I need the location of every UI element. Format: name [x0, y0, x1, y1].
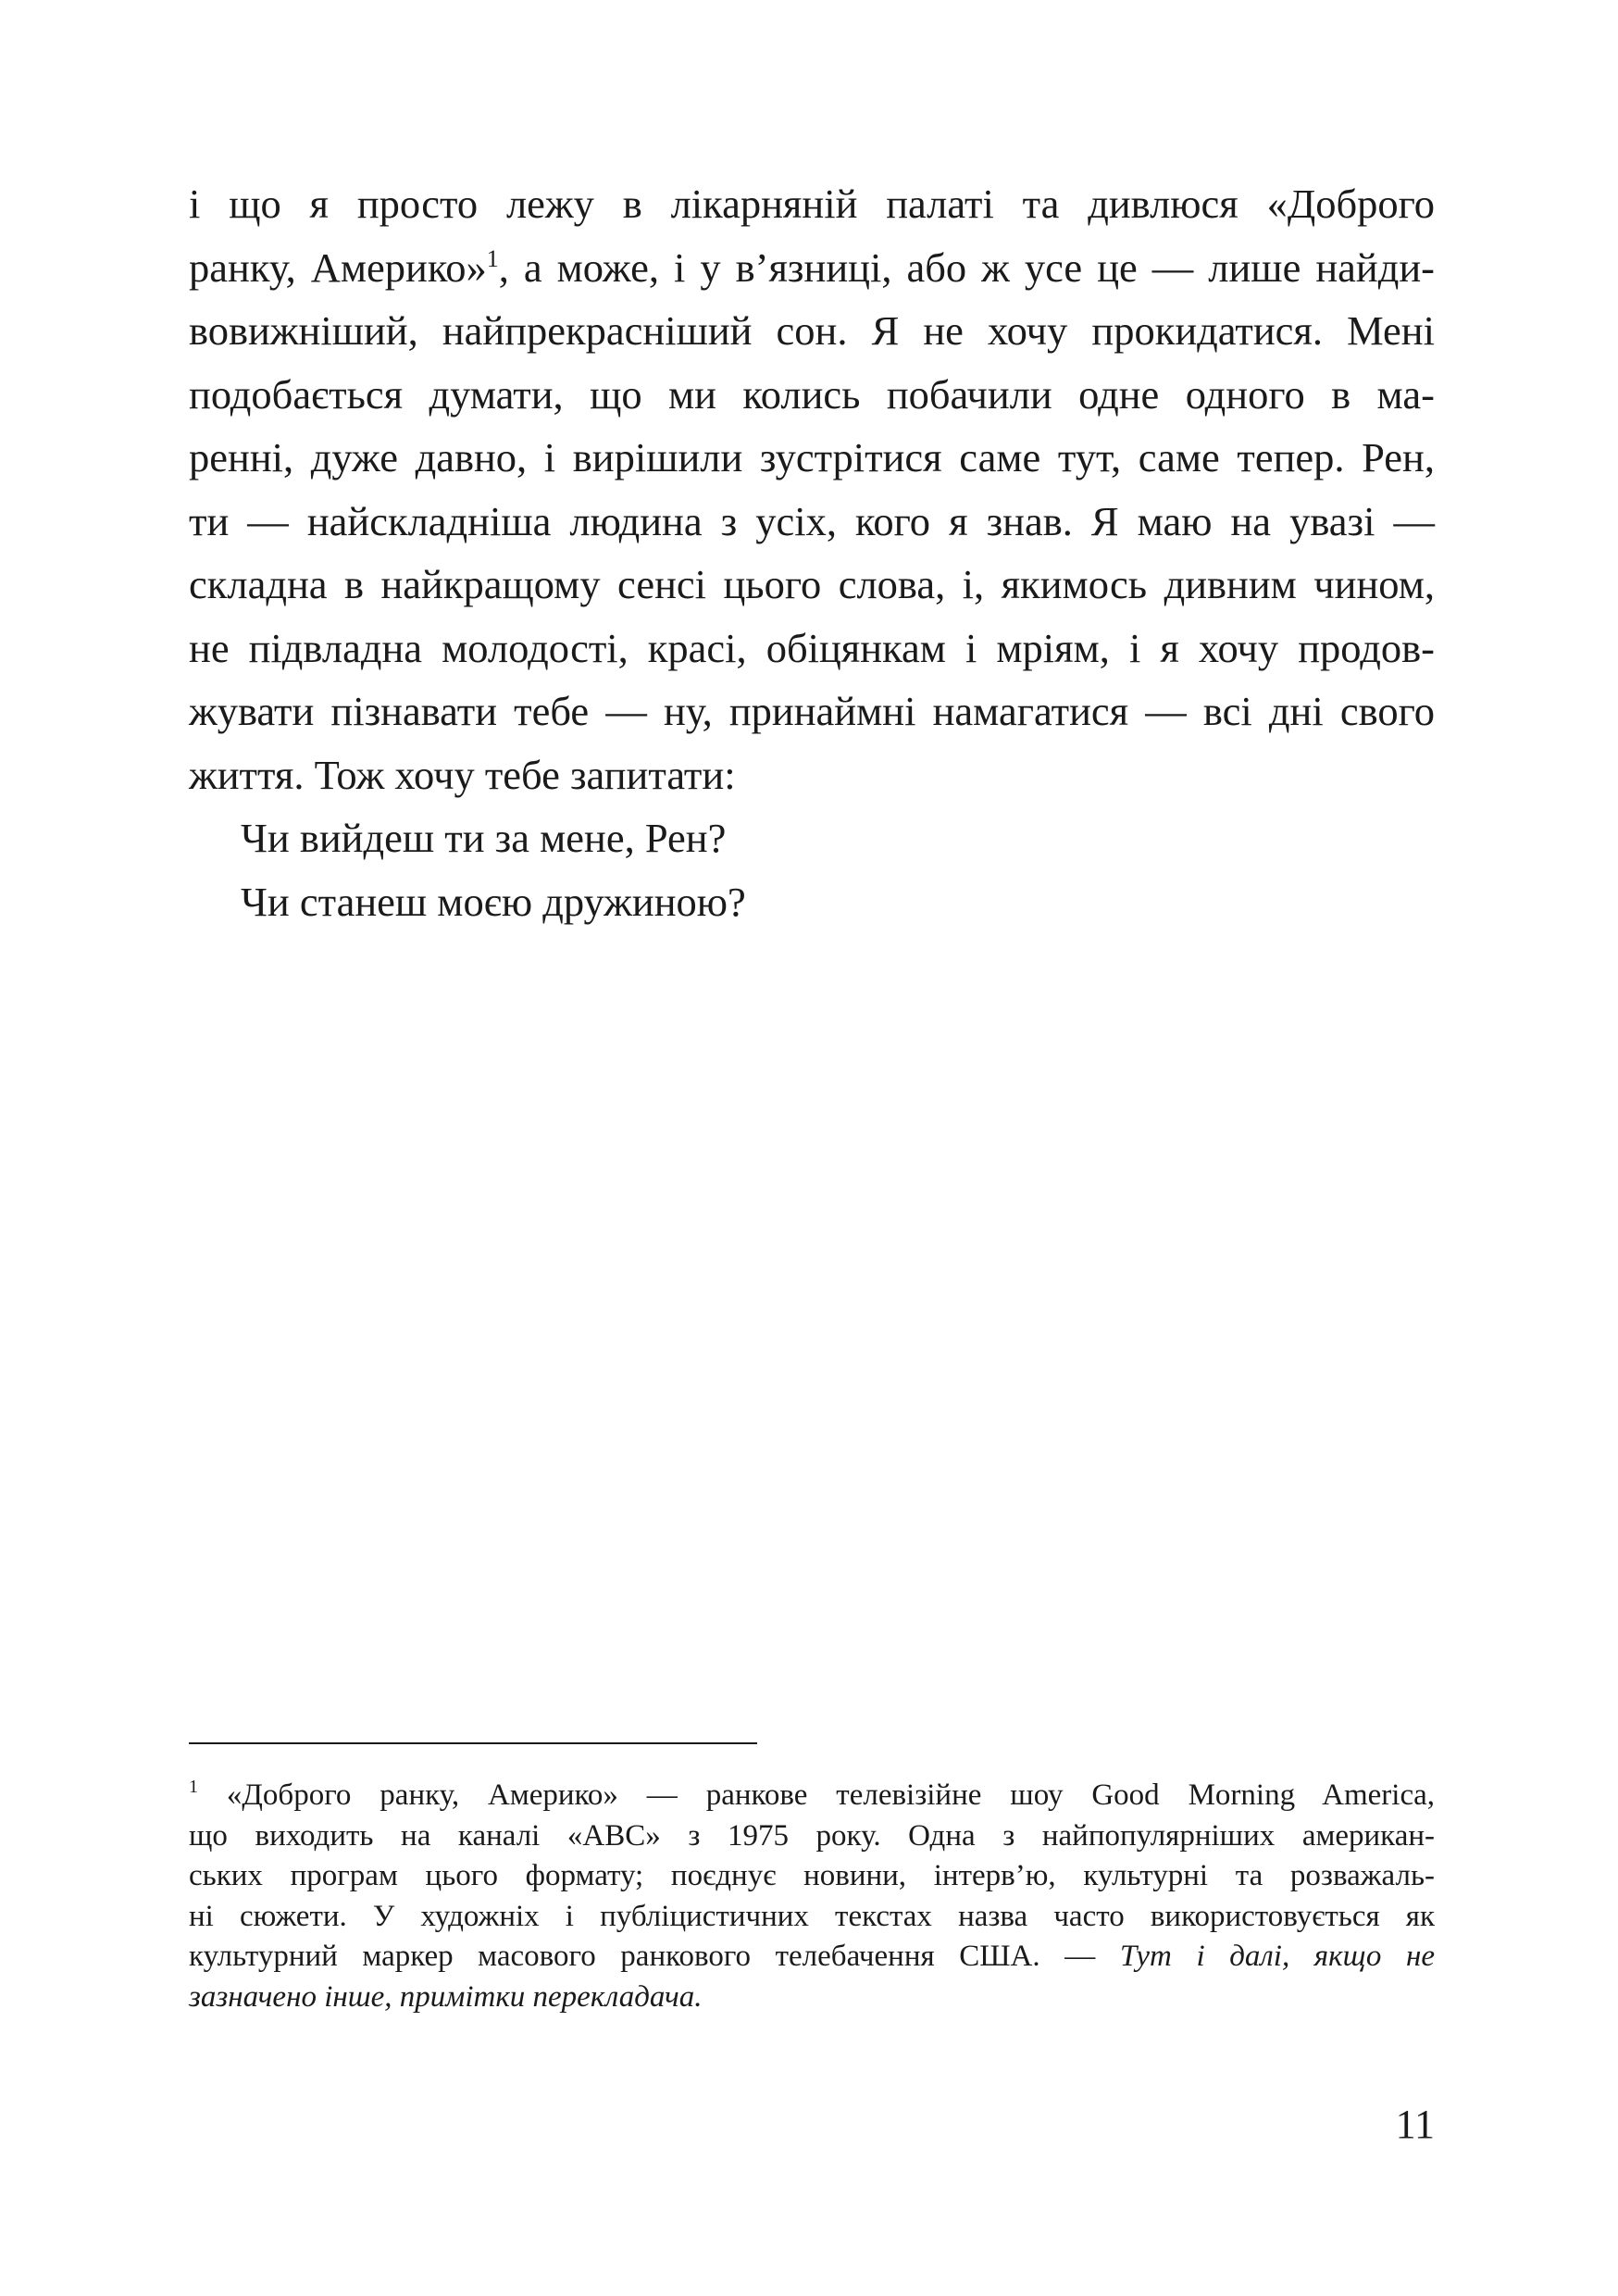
footnote-divider: [189, 1742, 757, 1744]
footnote-line: [189, 1978, 1435, 2018]
footnote: [189, 1776, 1435, 2017]
text-fragment: , а може, і у в’язниці, або ж усе це — лише найди-: [498, 243, 1435, 291]
footnote-text: «Доброго ранку, Америко» — ранкове телевізійне шоу Good Morning America,: [198, 1778, 1435, 1812]
page-number: 11: [1395, 2102, 1435, 2147]
main-text: [189, 172, 1435, 933]
question-line: Чи станеш моєю дружиною?: [241, 878, 746, 925]
footnote-reference[interactable]: 1: [486, 244, 499, 272]
footnote-marker: 1: [189, 1777, 198, 1797]
footnote-italic-text: зазначено інше, примітки перекладача.: [189, 1979, 703, 2014]
text-fragment: ранку, Америко»: [189, 243, 487, 291]
text-line: жувати пізнавати тебе — ну, принаймні намагатися — всі дні свого: [189, 688, 1435, 734]
footnote-italic-text: Тут і далі, якщо не: [1119, 1940, 1435, 1973]
footnote-text: культурний маркер масового ранкового телебачення США. —: [189, 1940, 1120, 1973]
text-line: складна в найкращому сенсі цього слова, і, якимось дивним чином,: [189, 561, 1435, 607]
text-line: і що я просто лежу в лікарняній палаті та дивлюся «Доброго: [189, 181, 1435, 227]
text-line: не підвладна молодості, красі, обіцянкам і мріям, і я хочу продов-: [189, 624, 1435, 671]
text-line: подобається думати, що ми колись побачили одне одного в ма-: [189, 370, 1435, 418]
footnote-line: ні сюжети. У художніх і публіцистичних текстах назва часто використовується як: [189, 1899, 1435, 1933]
footnote-line: [189, 1937, 1435, 1978]
question-line: Чи вийдеш ти за мене, Рен?: [241, 815, 727, 861]
text-line: вовижніший, найпрекрасніший сон. Я не хочу прокидатися. Мені: [189, 307, 1435, 354]
text-line: ти — найскладніша людина з усіх, кого я знав. Я маю на увазі —: [189, 497, 1435, 544]
footnote-line: ських програм цього формату; поєднує новини, інтерв’ю, культурні та розважаль-: [189, 1859, 1435, 1892]
text-line: життя. Тож хочу тебе запитати:: [189, 751, 736, 798]
text-line: ренні, дуже давно, і вирішили зустрітися саме тут, саме тепер. Рен,: [189, 434, 1435, 480]
text-line: [189, 236, 1435, 300]
footnote-line: що виходить на каналі «ABC» з 1975 року. Одна з найпопулярніших американ-: [189, 1818, 1435, 1853]
footnote-line: [189, 1776, 1435, 1816]
